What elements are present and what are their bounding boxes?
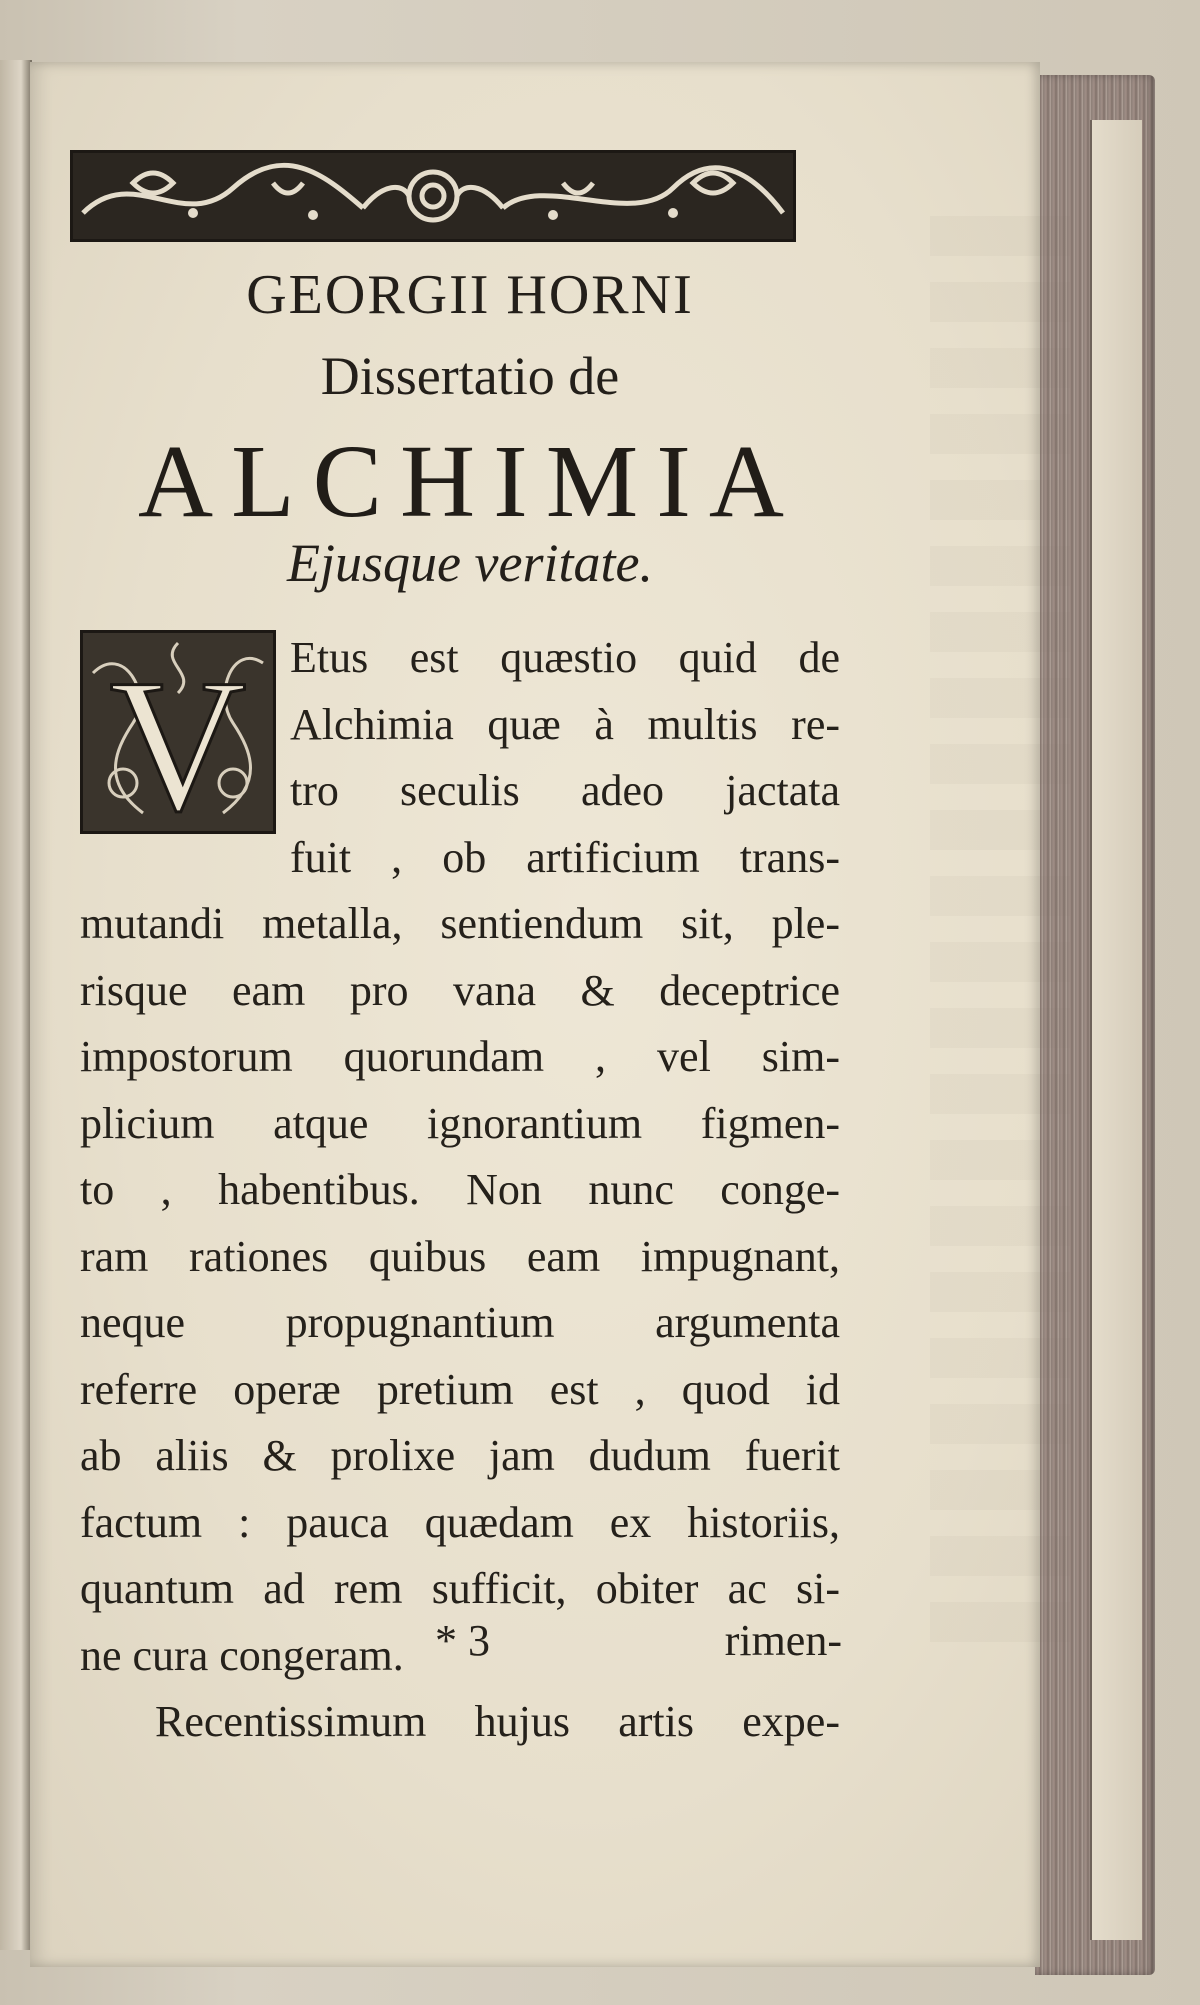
main-title: ALCHIMIA bbox=[138, 424, 802, 539]
body-line: neque propugnantium argumenta bbox=[80, 1298, 840, 1347]
signature-mark: * 3 bbox=[435, 1616, 490, 1665]
body-line: ram rationes quibus eam impugnant, bbox=[80, 1231, 840, 1281]
author-heading: GEORGII HORNI bbox=[246, 264, 694, 326]
body-line: ab aliis & prolixe jam dudum fuerit bbox=[80, 1431, 840, 1480]
ornamental-headpiece bbox=[70, 150, 796, 242]
body-line: Alchimia quæ à multis re- bbox=[290, 699, 840, 749]
body-line: referre operæ pretium est , quod id bbox=[80, 1364, 840, 1414]
body-line: impostorum quorundam , vel sim- bbox=[80, 1032, 840, 1081]
body-line: risque eam pro vana & deceptrice bbox=[80, 965, 840, 1015]
dropcap-letter: V bbox=[109, 641, 247, 831]
decorated-initial-v bbox=[80, 630, 276, 834]
body-line: tro seculis adeo jactata bbox=[290, 766, 840, 815]
body-line: to , habentibus. Non nunc conge- bbox=[80, 1165, 840, 1214]
body-line: ne cura congeram. bbox=[80, 1630, 404, 1680]
subtitle-heading: Dissertatio de bbox=[320, 346, 620, 406]
body-line: quantum ad rem sufficit, obiter ac si- bbox=[80, 1564, 840, 1613]
next-page-edge bbox=[1090, 120, 1142, 1940]
body-line: plicium atque ignorantium figmen- bbox=[80, 1098, 840, 1148]
left-page-edge bbox=[0, 60, 32, 1950]
show-through bbox=[930, 192, 1070, 1642]
body-line: Etus est quæstio quid de bbox=[290, 633, 840, 682]
catchword: rimen- bbox=[724, 1616, 842, 1665]
italic-tagline: Ejusque veritate. bbox=[287, 533, 653, 593]
body-line: factum : pauca quædam ex historiis, bbox=[80, 1497, 840, 1547]
body-line: mutandi metalla, sentiendum sit, ple- bbox=[80, 899, 840, 948]
body-line: Recentissimum hujus artis expe- bbox=[155, 1697, 840, 1746]
body-line: fuit , ob artificium trans- bbox=[290, 832, 840, 882]
